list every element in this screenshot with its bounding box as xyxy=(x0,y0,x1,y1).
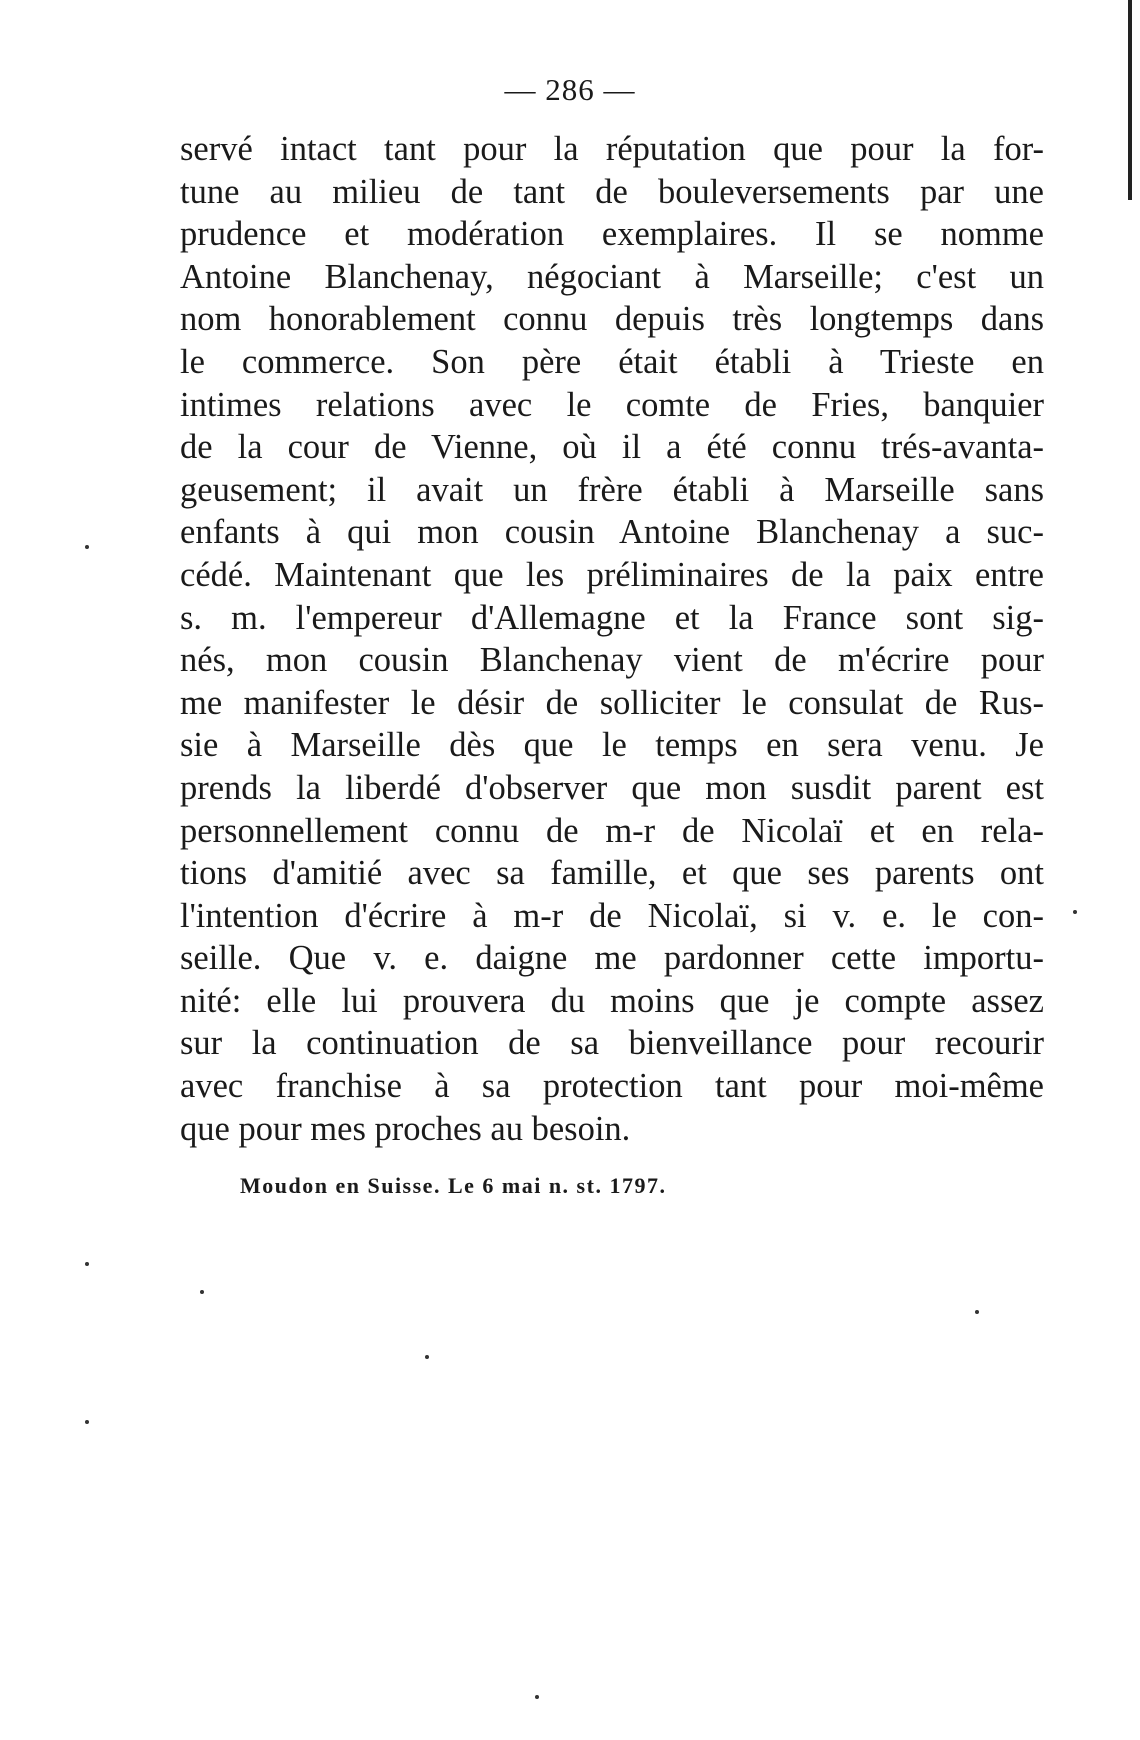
text-line: enfants à qui mon cousin Antoine Blanchenay a suc- xyxy=(180,513,1044,552)
scan-speck xyxy=(85,1262,89,1266)
text-line: me manifester le désir de solliciter le consulat de Rus- xyxy=(180,683,1044,722)
text-line: intimes relations avec le comte de Fries, banquier xyxy=(180,385,1044,424)
text-line: s. m. l'empereur d'Allemagne et la France sont sig- xyxy=(180,598,1044,637)
text-line: geusement; il avait un frère établi à Marseille sans xyxy=(180,470,1044,509)
text-line: cédé. Maintenant que les préliminaires de la paix entre xyxy=(180,555,1044,594)
scan-speck xyxy=(425,1355,429,1359)
scan-speck xyxy=(975,1310,979,1314)
scan-speck xyxy=(200,1290,204,1294)
text-line: Antoine Blanchenay, négociant à Marseille; c'est un xyxy=(180,257,1044,296)
text-line: sie à Marseille dès que le temps en sera venu. Je xyxy=(180,726,1044,765)
text-line: avec franchise à sa protection tant pour moi-même xyxy=(180,1067,1044,1106)
text-line: nom honorablement connu depuis très longtemps dans xyxy=(180,300,1044,339)
text-line: l'intention d'écrire à m-r de Nicolaï, si v. e. le con- xyxy=(180,896,1044,935)
text-line: prudence et modération exemplaires. Il se nomme xyxy=(180,215,1044,254)
body-text xyxy=(180,128,1044,1150)
page-number: — 286 — xyxy=(504,72,636,107)
scan-speck xyxy=(85,1420,89,1424)
text-line: nité: elle lui prouvera du moins que je compte assez xyxy=(180,981,1044,1020)
dateline: Moudon en Suisse. Le 6 mai n. st. 1797. xyxy=(240,1173,667,1198)
text-line: que pour mes proches au besoin. xyxy=(180,1109,631,1148)
text-line: tions d'amitié avec sa famille, et que ses parents ont xyxy=(180,854,1044,893)
text-line: prends la liberdé d'observer que mon susdit parent est xyxy=(180,768,1044,807)
scan-speck xyxy=(1073,910,1077,914)
text-line: de la cour de Vienne, où il a été connu trés-avanta- xyxy=(180,428,1044,467)
text-line: personnellement connu de m-r de Nicolaï et en rela- xyxy=(180,811,1044,850)
text-line: tune au milieu de tant de bouleversements par une xyxy=(180,172,1044,211)
scan-speck xyxy=(85,545,89,549)
text-line: nés, mon cousin Blanchenay vient de m'écrire pour xyxy=(180,641,1044,680)
text-line: le commerce. Son père était établi à Trieste en xyxy=(180,342,1044,381)
text-line: sur la continuation de sa bienveillance pour recourir xyxy=(180,1024,1044,1063)
text-line: seille. Que v. e. daigne me pardonner cette importu- xyxy=(180,939,1044,978)
scan-speck xyxy=(535,1695,539,1699)
text-line: servé intact tant pour la réputation que pour la for- xyxy=(180,130,1044,168)
